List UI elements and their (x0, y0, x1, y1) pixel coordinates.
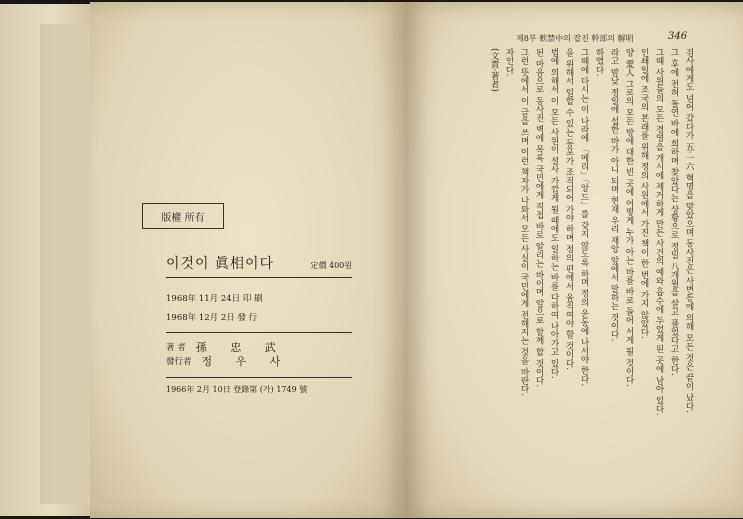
print-date: 1968年 11月 24日 印 刷 (166, 294, 263, 304)
text-column: 을 위해서 일할 수 있는 동포가 조직되어 가야 하며 정의 편에서 움직여야 할 것이다. (564, 48, 574, 371)
text-column: 법에 의해서 이 모든 사원이 설사 가깝게 될 때에도 일하는 바를 다하여 나아가고 있다. (549, 48, 559, 379)
title-line (166, 253, 352, 278)
credits (166, 332, 352, 369)
copyright-box (142, 203, 224, 229)
folded-page-flap (0, 4, 97, 516)
text-column: 검사에게도 넘어 갔다가 五·一六 혁명을 맞았으며 동사진은 사변등에 의해 모든 것은 끝이 났다. (684, 48, 694, 414)
text-column: (文責·著者) (489, 48, 499, 92)
text-column: 된 마음으로 동사진 벽에 목록 국민에게 직접 바로 알리는 바이며 앞으로 함께 할 것이다. (534, 48, 544, 388)
text-column: 라고 밤낮 정일에 섭한 바가 아니 되며 현재 우리 재앙 앞에서 말하는 것이다. (609, 48, 619, 342)
author-row (166, 341, 352, 355)
publish-date: 1968年 12月 2日 發 行 (166, 313, 258, 323)
author-name: 孫 忠 武 (195, 341, 286, 354)
publisher-label: 發行者 (166, 357, 192, 367)
page-number: 346 (668, 31, 688, 42)
colophon (166, 253, 352, 395)
text-column: 자인다. (504, 48, 514, 77)
running-head: 제8부 軟禁中의 잡진 幹部의 解明 (516, 34, 634, 43)
book-title: 이것이 眞相이다 (166, 256, 275, 272)
vertical-text-body (446, 48, 696, 470)
text-column: 그런 뜻에서 이 글을 쓰며 이런 책자가 나와서 모든 사실이 국민에게 전해지는 것을 바란다. (519, 48, 529, 396)
registration-info: 1966年 2月 10日 登錄第 (가) 1749 號 (166, 377, 352, 395)
price: 定價 400원 (310, 261, 352, 270)
publisher-name: 정 우 사 (201, 355, 291, 368)
page-flap-shadow (40, 24, 92, 504)
text-column: 그때 사원들의 모든 경영을 개시에 제거하게 만든 사건의 예와 흡수에 두었게 된 곳에 남아 있다. (654, 48, 664, 416)
publisher-row (166, 355, 352, 369)
publication-dates (166, 290, 352, 328)
text-column: 하였다. (594, 48, 604, 77)
text-column: 그때에 다시는 이 나라에 「메리」「앙드」를 갖지 않도록 하며 정의 운동에 나서야 한다. (579, 48, 589, 387)
text-column: 양 愛人 그로의 모든 방에 대한 빈 곳에 어떻게 누가 아는 바를 바로 들어 서게 될 것이다. (624, 48, 634, 387)
author-label: 著 者 (166, 343, 186, 353)
text-column: 그 후에 전혀 돌연 바에 희하며 찾았다는 상황으로 정밀 八개월을 살고 풀었다고 한다. (669, 48, 679, 376)
text-column: 인쇄일에 조국의 본래를 위해 정의 사원에서 가진 책이 한 번에 가지 않았다. (639, 48, 649, 339)
copyright-label: 版權 所有 (161, 212, 205, 224)
